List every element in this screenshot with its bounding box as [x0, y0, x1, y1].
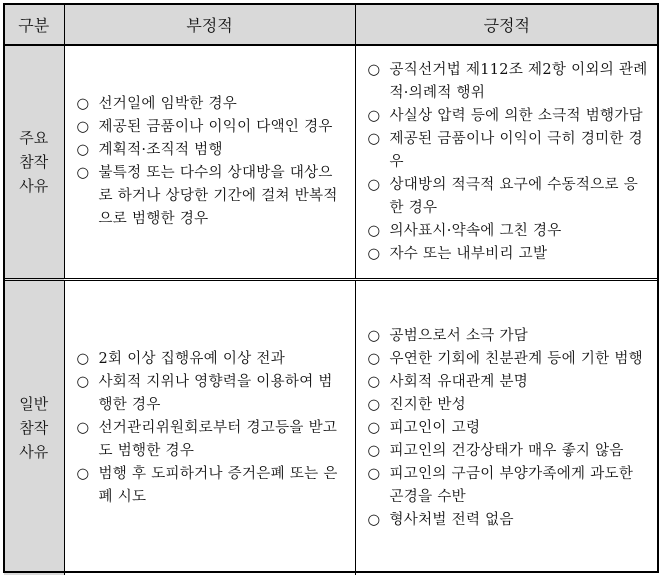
list-item-text: 사회적 지위나 영향력을 이용하여 범행한 경우 [98, 373, 333, 413]
list-item-text: 공범으로서 소극 가담 [389, 327, 529, 344]
category-general [4, 280, 64, 576]
list-item [368, 243, 649, 266]
circle-bullet-icon: ○ [367, 350, 381, 367]
list-item [77, 417, 345, 463]
circle-bullet-icon: ○ [367, 396, 381, 413]
category-line: 참작 [19, 153, 49, 171]
list-item-text: 선거일에 임박한 경우 [98, 96, 238, 112]
table-row-general [4, 280, 658, 576]
category-major [4, 45, 64, 280]
list-item-text: 사실상 압력 등에 의한 소극적 범행가담 [389, 107, 643, 124]
list-item [368, 463, 649, 509]
circle-bullet-icon: ○ [367, 511, 381, 528]
list-item-text: 진지한 반성 [389, 396, 466, 413]
list-item [77, 371, 345, 417]
list-item [368, 174, 649, 220]
list-item [368, 509, 649, 532]
major-positive-cell [355, 45, 658, 280]
category-line: 일반 [19, 395, 49, 413]
circle-bullet-icon: ○ [367, 419, 381, 436]
circle-bullet-icon: ○ [367, 442, 381, 459]
list-item [77, 139, 345, 162]
list-item [368, 371, 649, 394]
circle-bullet-icon: ○ [367, 61, 381, 78]
list-item [368, 325, 649, 348]
major-positive-list [356, 59, 659, 266]
list-item [368, 440, 649, 463]
list-item-text: 공직선거법 제112조 제2항 이외의 관례적·의례적 행위 [389, 61, 648, 101]
general-positive-list [356, 325, 659, 532]
circle-bullet-icon: ○ [76, 465, 90, 482]
circle-bullet-icon: ○ [76, 419, 90, 436]
circle-bullet-icon: ○ [367, 107, 381, 124]
list-item-text: 피고인의 구금이 부양가족에게 과도한 곤경을 수반 [389, 465, 634, 505]
category-line: 사유 [19, 443, 49, 461]
table-row-major [4, 45, 658, 280]
major-negative-list [65, 93, 355, 231]
list-item-text: 제공된 금품이나 이익이 극히 경미한 경우 [389, 130, 643, 170]
general-negative-cell [64, 280, 355, 576]
list-item-text: 제공된 금품이나 이익이 다액인 경우 [98, 119, 333, 135]
list-item-text: 선거관리위원회로부터 경고등을 받고도 범행한 경우 [98, 419, 338, 459]
list-item-text: 형사처벌 전력 없음 [389, 511, 514, 528]
list-item-text: 우연한 기회에 친분관계 등에 기한 범행 [389, 350, 643, 367]
list-item-text: 범행 후 도피하거나 증거은폐 또는 은폐 시도 [98, 465, 338, 505]
list-item-text: 상대방의 적극적 요구에 수동적으로 응한 경우 [389, 176, 639, 216]
general-positive-cell [355, 280, 658, 576]
circle-bullet-icon: ○ [76, 165, 90, 181]
circle-bullet-icon: ○ [367, 245, 381, 262]
sentencing-factors-table [4, 4, 658, 575]
circle-bullet-icon: ○ [367, 373, 381, 390]
list-item-text: 피고인이 고령 [389, 419, 481, 436]
list-item-text: 의사표시·약속에 그친 경우 [389, 222, 562, 239]
list-item [368, 128, 649, 174]
circle-bullet-icon: ○ [76, 119, 90, 135]
list-item [77, 93, 345, 116]
list-item [77, 348, 345, 371]
list-item [368, 417, 649, 440]
circle-bullet-icon: ○ [76, 142, 90, 158]
list-item-text: 2회 이상 집행유예 이상 전과 [98, 350, 286, 367]
list-item [368, 348, 649, 371]
circle-bullet-icon: ○ [76, 96, 90, 112]
list-item [77, 162, 345, 231]
general-negative-list [65, 348, 355, 509]
list-item-text: 자수 또는 내부비리 고발 [389, 245, 548, 262]
category-line: 참작 [19, 419, 49, 437]
list-item [368, 394, 649, 417]
list-item [368, 105, 649, 128]
list-item [77, 116, 345, 139]
circle-bullet-icon: ○ [76, 350, 90, 367]
major-negative-cell [64, 45, 355, 280]
category-line: 주요 [19, 129, 49, 147]
circle-bullet-icon: ○ [367, 327, 381, 344]
circle-bullet-icon: ○ [76, 373, 90, 390]
header-category: 구분 [4, 4, 64, 45]
circle-bullet-icon: ○ [367, 465, 381, 482]
list-item-text: 계획적·조직적 범행 [98, 142, 223, 158]
circle-bullet-icon: ○ [367, 222, 381, 239]
list-item-text: 사회적 유대관계 분명 [389, 373, 529, 390]
circle-bullet-icon: ○ [367, 176, 381, 193]
list-item [368, 59, 649, 105]
header-positive: 긍정적 [355, 4, 658, 45]
category-line: 사유 [19, 177, 49, 195]
list-item [368, 220, 649, 243]
circle-bullet-icon: ○ [367, 130, 381, 147]
list-item-text: 피고인의 건강상태가 매우 좋지 않음 [389, 442, 624, 459]
list-item-text: 불특정 또는 다수의 상대방을 대상으로 하거나 상당한 기간에 걸쳐 반복적으로 범행한 경우 [98, 165, 338, 227]
header-row [4, 4, 658, 45]
list-item [77, 463, 345, 509]
header-negative: 부정적 [64, 4, 355, 45]
